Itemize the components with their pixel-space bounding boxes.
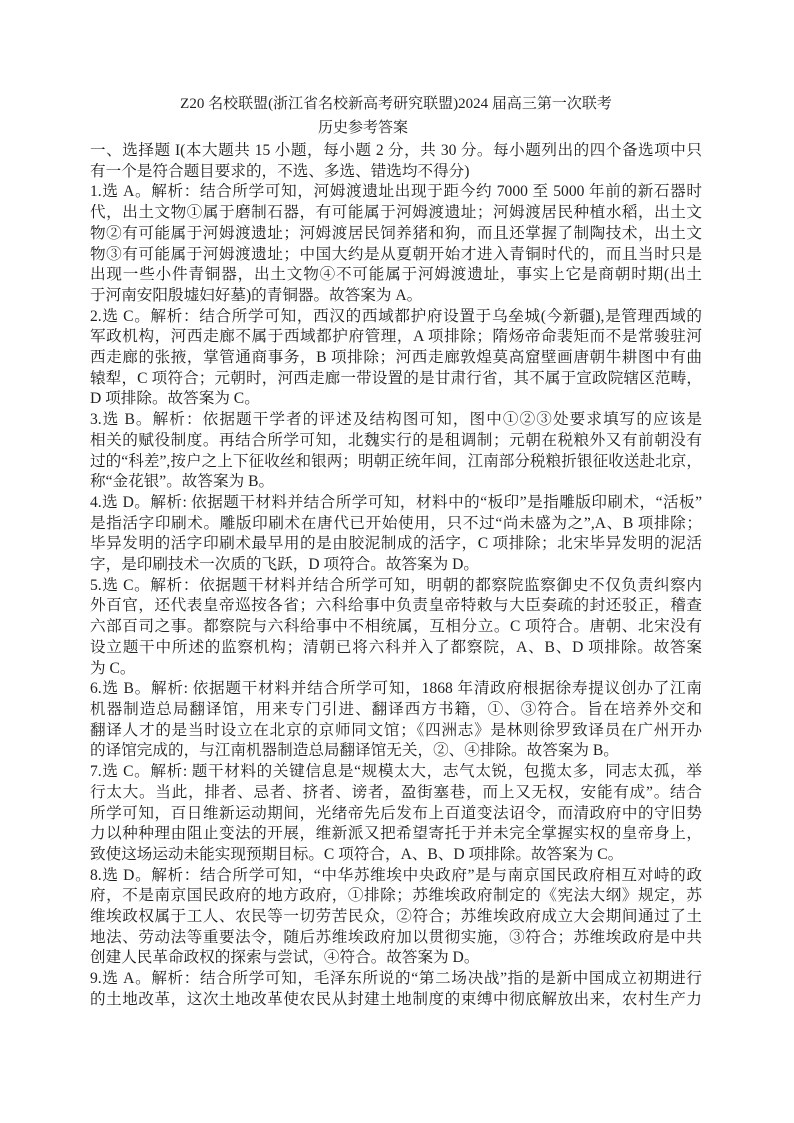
- text-line: 致使这场运动未能实现预期目标。C 项符合，A、B、D 项排除。故答案为 C。: [90, 845, 624, 863]
- text-line: 相关的赋役制度。再结合所学可知，北魏实行的是租调制；元朝在税粮外又有前朝没有: [90, 431, 702, 449]
- text-line: 创建人民革命政权的探索与尝试，④符合。故答案为 D。: [90, 949, 480, 967]
- answer-9: [90, 969, 702, 1010]
- answer-1: [90, 182, 702, 306]
- text-line: 力以种种理由阻止变法的开展，维新派又把希望寄托于并未完全掌握实权的皇帝身上，: [90, 825, 702, 843]
- text-line: 于河南安阳殷墟妇好墓)的青铜器。故答案为 A。: [90, 286, 423, 304]
- answer-5: [90, 576, 702, 680]
- text-line: 字，是印刷技术一次质的飞跃，D 项符合。故答案为 D。: [90, 556, 479, 574]
- answer-8: [90, 866, 702, 970]
- text-line: 物②有可能属于河姆渡遗址；河姆渡居民饲养猪和狗，而且还掌握了制陶技术，出土文: [90, 224, 702, 242]
- text-line: 府，不是南京国民政府的地方政府，①排除；苏维埃政府制定的《宪法大纲》规定，苏: [90, 887, 702, 905]
- text-line: 六部百司之事。都察院与六科给事中不相统属，互相分立。C 项符合。唐朝、北宋没有: [90, 618, 702, 636]
- text-line: 一、选择题 I(本大题共 15 小题，每小题 2 分，共 30 分。每小题列出的四个备选项中只: [90, 142, 702, 159]
- text-line: 9.选 A。解析：结合所学可知，毛泽东所说的“第二场决战”指的是新中国成立初期进行: [90, 970, 702, 988]
- text-line: 机器制造总局翻译馆，用来专门引进、翻译西方书籍，①、③符合。旨在培养外交和: [90, 700, 702, 718]
- answer-2: [90, 307, 702, 411]
- text-line: 维埃政权属于工人、农民等一切劳苦民众，②符合；苏维埃政府成立大会期间通过了土: [90, 908, 702, 926]
- text-line: 是指活字印刷术。雕版印刷术在唐代已开始使用，只不过“尚未盛为之”,A、B 项排除；: [90, 514, 702, 532]
- text-line: 所学可知，百日维新运动期间，光绪帝先后发布上百道变法诏令，而清政府中的守旧势: [90, 804, 702, 822]
- text-line: 称“金花银”。故答案为 B。: [90, 473, 275, 491]
- text-line: 毕异发明的活字印刷术最早用的是由胶泥制成的活字，C 项排除；北宋毕异发明的泥活: [90, 535, 702, 553]
- text-line: 西走廊的张掖，掌管通商事务，B 项排除；河西走廊敦煌莫高窟壁画唐朝牛耕图中有曲: [90, 349, 702, 367]
- text-line: 地法、劳动法等重要法令，随后苏维埃政府加以贯彻实施，③符合；苏维埃政府是中共: [90, 928, 702, 946]
- answer-3: [90, 410, 702, 493]
- text-line: 的土地改革，这次土地改革使农民从封建土地制度的束缚中彻底解放出来，农村生产力: [90, 990, 702, 1008]
- text-line: 出现一些小件青铜器，出土文物④不可能属于河姆渡遗址，事实上它是商朝时期(出土: [90, 266, 702, 284]
- answer-body: [90, 141, 702, 1011]
- text-line: 物③有可能属于河姆渡遗址；中国大约是从夏朝开始才进入青铜时代的，而且当时只是: [90, 245, 702, 263]
- text-line: 5.选 C。解析：依据题干材料并结合所学可知，明朝的都察院监察御史不仅负责纠察内: [90, 576, 702, 594]
- text-line: 行太大。当此，排者、忌者、挤者、谤者，盈街塞巷，而上又无权，安能有成”。结合: [90, 783, 702, 801]
- document-subtitle: 历史参考答案: [317, 119, 408, 136]
- text-line: 有一个是符合题目要求的，不选、多选、错选均不得分): [90, 162, 470, 180]
- text-line: 6.选 B。解析: 依据题干材料并结合所学可知，1868 年清政府根据徐寿提议创办了江南: [90, 680, 702, 698]
- document-title: Z20 名校联盟(浙江省名校新高考研究联盟)2024 届高三第一次联考: [180, 96, 612, 112]
- text-line: 设立题干中所述的监察机构；清朝已将六科并入了都察院，A、B、D 项排除。故答案: [90, 638, 702, 656]
- text-line: 4.选 D。解析: 依据题干材料并结合所学可知，材料中的“板印”是指雕版印刷术，“活板”: [90, 493, 702, 511]
- answer-6: [90, 679, 702, 762]
- answer-7: [90, 762, 702, 866]
- text-line: 外百官，还代表皇帝巡按各省；六科给事中负责皇帝特敕与大臣奏疏的封还驳正，稽查: [90, 597, 702, 615]
- text-line: 过的“科差”,按户之上下征收丝和银两；明朝正统年间，江南部分税粮折银征收送赴北京，: [90, 452, 702, 470]
- text-line: 的译馆完成的，与江南机器制造总局翻译馆无关，②、④排除。故答案为 B。: [90, 742, 619, 760]
- answer-4: [90, 493, 702, 576]
- text-line: 为 C。: [90, 659, 136, 677]
- text-line: D 项排除。故答案为 C。: [90, 390, 260, 408]
- text-line: 军政机构，河西走廊不属于西域都护府管理，A 项排除；隋炀帝命裴矩而不是常骏驻河: [90, 328, 702, 346]
- text-line: 翻译人才的是当时设立在北京的京师同文馆；《四洲志》是林则徐罗致译员在广州开办: [90, 721, 702, 739]
- section-1-heading: [90, 141, 702, 182]
- text-line: 2.选 C。解析：结合所学可知，西汉的西域都护府设置于乌垒城(今新疆),是管理西域的: [90, 307, 702, 325]
- text-line: 代，出土文物①属于磨制石器，有可能属于河姆渡遗址；河姆渡居民种植水稻，出土文: [90, 204, 702, 222]
- text-line: 辕犁，C 项符合；元朝时，河西走廊一带设置的是甘肃行省，其不属于宣政院辖区范畴，: [90, 369, 702, 387]
- text-line: 1.选 A。解析：结合所学可知，河姆渡遗址出现于距今约 7000 至 5000 年前的新石器时: [90, 183, 702, 201]
- text-line: 7.选 C。解析: 题干材料的关键信息是“规模太大，志气太锐，包揽太多，同志太孤，举: [90, 763, 702, 781]
- text-line: 8.选 D。解析：结合所学可知，“中华苏维埃中央政府”是与南京国民政府相互对峙的政: [90, 866, 702, 884]
- text-line: 3.选 B。解析：依据题干学者的评述及结构图可知，图中①②③处要求填写的应该是: [90, 411, 702, 429]
